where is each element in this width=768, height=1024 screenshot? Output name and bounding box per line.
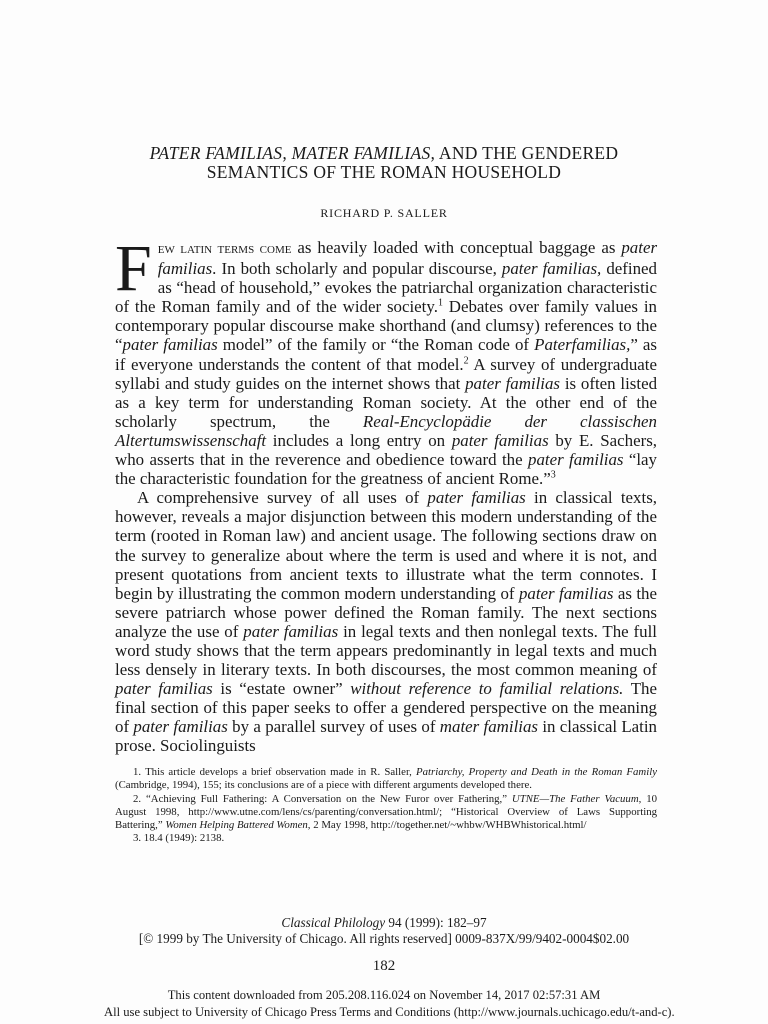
- author-name: RICHARD P. SALLER: [320, 206, 448, 220]
- paragraph-1: [115, 232, 658, 489]
- italic-term: pater familias: [133, 717, 228, 737]
- italic-term: pater familias: [451, 430, 549, 450]
- footnote-ref[interactable]: 1: [437, 297, 443, 309]
- italic-title: Women Helping Battered Women,: [165, 819, 311, 832]
- text-span: 1. This article develops a brief observation made in R. Saller,: [133, 766, 416, 778]
- italic-title: UTNE—The Father Vacuum,: [511, 792, 642, 805]
- drop-cap: F: [115, 232, 152, 305]
- italic-term: Real-Encyclopädie der classischen Altertumswissenschaft: [115, 411, 657, 450]
- text-span: is often listed as a key term for understanding Roman society. At the other end of the scholarly spectrum, the: [115, 373, 658, 431]
- footnotes: [115, 766, 657, 846]
- italic-term: pater familias: [157, 238, 658, 279]
- italic-term: pater familias: [122, 335, 218, 355]
- italic-phrase: without reference to familial relations.: [350, 679, 624, 699]
- text-span: 2 May 1998, http://together.net/~whbw/WHBWhistorical.html/: [310, 819, 587, 832]
- journal-citation: [0, 915, 768, 947]
- article-title: [0, 144, 768, 182]
- italic-term: pater familias,: [501, 259, 602, 279]
- text-span: is “estate owner”: [212, 679, 351, 699]
- text-span: A comprehensive survey of all uses of: [137, 488, 428, 508]
- text-span: 2. “Achieving Full Fathering: A Conversation on the New Furor over Fathering,”: [133, 792, 512, 805]
- footnote-ref[interactable]: 2: [463, 354, 469, 366]
- italic-term: pater familias: [465, 373, 561, 393]
- italic-title: Patriarchy, Property and Death in the Roman Family: [416, 766, 657, 778]
- text-span: in classical Latin prose. Sociolinguists: [115, 717, 657, 756]
- text-span: (Cambridge, 1994), 155; its conclusions are of a piece with different arguments developed there.: [115, 779, 532, 792]
- page-number: 182: [372, 958, 396, 974]
- text-span: The final section of this paper seeks to offer a gendered perspective on the meaning of: [115, 679, 657, 737]
- italic-term: mater familias: [439, 717, 538, 737]
- text-span: A survey of undergraduate syllabi and study guides on the internet shows that: [115, 354, 657, 393]
- text-span: defined as “head of household,” evokes the patriarchal organization characteristic of the Roman family and of the wider society.: [115, 259, 657, 317]
- footnote-2: [115, 793, 657, 833]
- download-notice: This content downloaded from 205.208.116.024 on November 14, 2017 02:57:31 AM: [167, 988, 601, 1002]
- text-span: Debates over family values in contemporary popular discourse make shorthand (and clumsy) references to the “: [115, 297, 657, 355]
- footnote-ref[interactable]: 3: [550, 469, 556, 481]
- italic-term: pater familias: [243, 621, 339, 641]
- text-span: ” as if everyone understands the content of that model.: [115, 335, 657, 374]
- italic-term: Paterfamilias,: [534, 335, 631, 355]
- copyright-line: [© 1999 by The University of Chicago. All rights reserved] 0009-837X/99/9402-0004$02.00: [138, 931, 630, 946]
- journal-volume: 94 (1999): 182–97: [385, 915, 487, 930]
- title-part-pater: PATER FAMILIAS, MATER FAMILIAS,: [149, 143, 436, 163]
- text-span: . In both scholarly and popular discourse,: [212, 259, 502, 279]
- italic-term: pater familias: [518, 583, 614, 603]
- text-span: by E. Sachers, who asserts that in the reverence and obedience toward the: [115, 430, 657, 470]
- italic-term: pater familias: [115, 679, 213, 699]
- title-line1-rest: AND THE GENDERED: [438, 143, 619, 163]
- journal-line: [0, 915, 768, 931]
- journal-name: Classical Philology: [281, 915, 386, 930]
- text-span: includes a long entry on: [266, 430, 452, 450]
- title-line2: SEMANTICS OF THE ROMAN HOUSEHOLD: [206, 162, 562, 182]
- footnote-3: 3. 18.4 (1949): 2138.: [133, 832, 225, 845]
- article-body: [115, 232, 658, 756]
- text-span: “lay the characteristic foundation for the greatness of ancient Rome.”: [115, 450, 657, 489]
- footnote-1: [115, 766, 657, 793]
- text-span: in legal texts and then nonlegal texts. The full word study shows that the term appears predominantly in legal texts and much less densely in literary texts. In both discourses, the most common meaning of: [115, 621, 657, 680]
- text-span: as the severe patriarch whose power defined the Roman family. The next sections analyze the use of: [115, 583, 657, 641]
- text-span: in classical texts, however, reveals a major disjunction between this modern understanding of the term (rooted in Roman law) and ancient usage. The following sections draw on the survey to generalize about where the term is used and where it is not, and present quotations from ancient texts to illustrate what the term connotes. I begin by illustrating the common modern understanding of: [115, 488, 657, 603]
- terms-notice[interactable]: All use subject to University of Chicago Press Terms and Conditions (http://www.journals.uchicago.edu/t-and-c).: [104, 1005, 675, 1019]
- text-span: 10 August 1998, http://www.utne.com/lens/cs/parenting/conversation.html/; “Historical Overview of Laws Supporting Battering,”: [115, 792, 658, 832]
- paragraph-2: [115, 488, 657, 755]
- download-footer: [0, 987, 768, 1021]
- opening-smallcaps: ew latin terms come: [157, 241, 292, 257]
- italic-term: pater familias: [528, 450, 624, 470]
- italic-term: pater familias: [427, 488, 526, 508]
- text-span: model” of the family or “the Roman code of: [217, 335, 535, 355]
- text-span: as heavily loaded with conceptual baggage as: [291, 238, 622, 257]
- text-span: by a parallel survey of uses of: [227, 717, 440, 737]
